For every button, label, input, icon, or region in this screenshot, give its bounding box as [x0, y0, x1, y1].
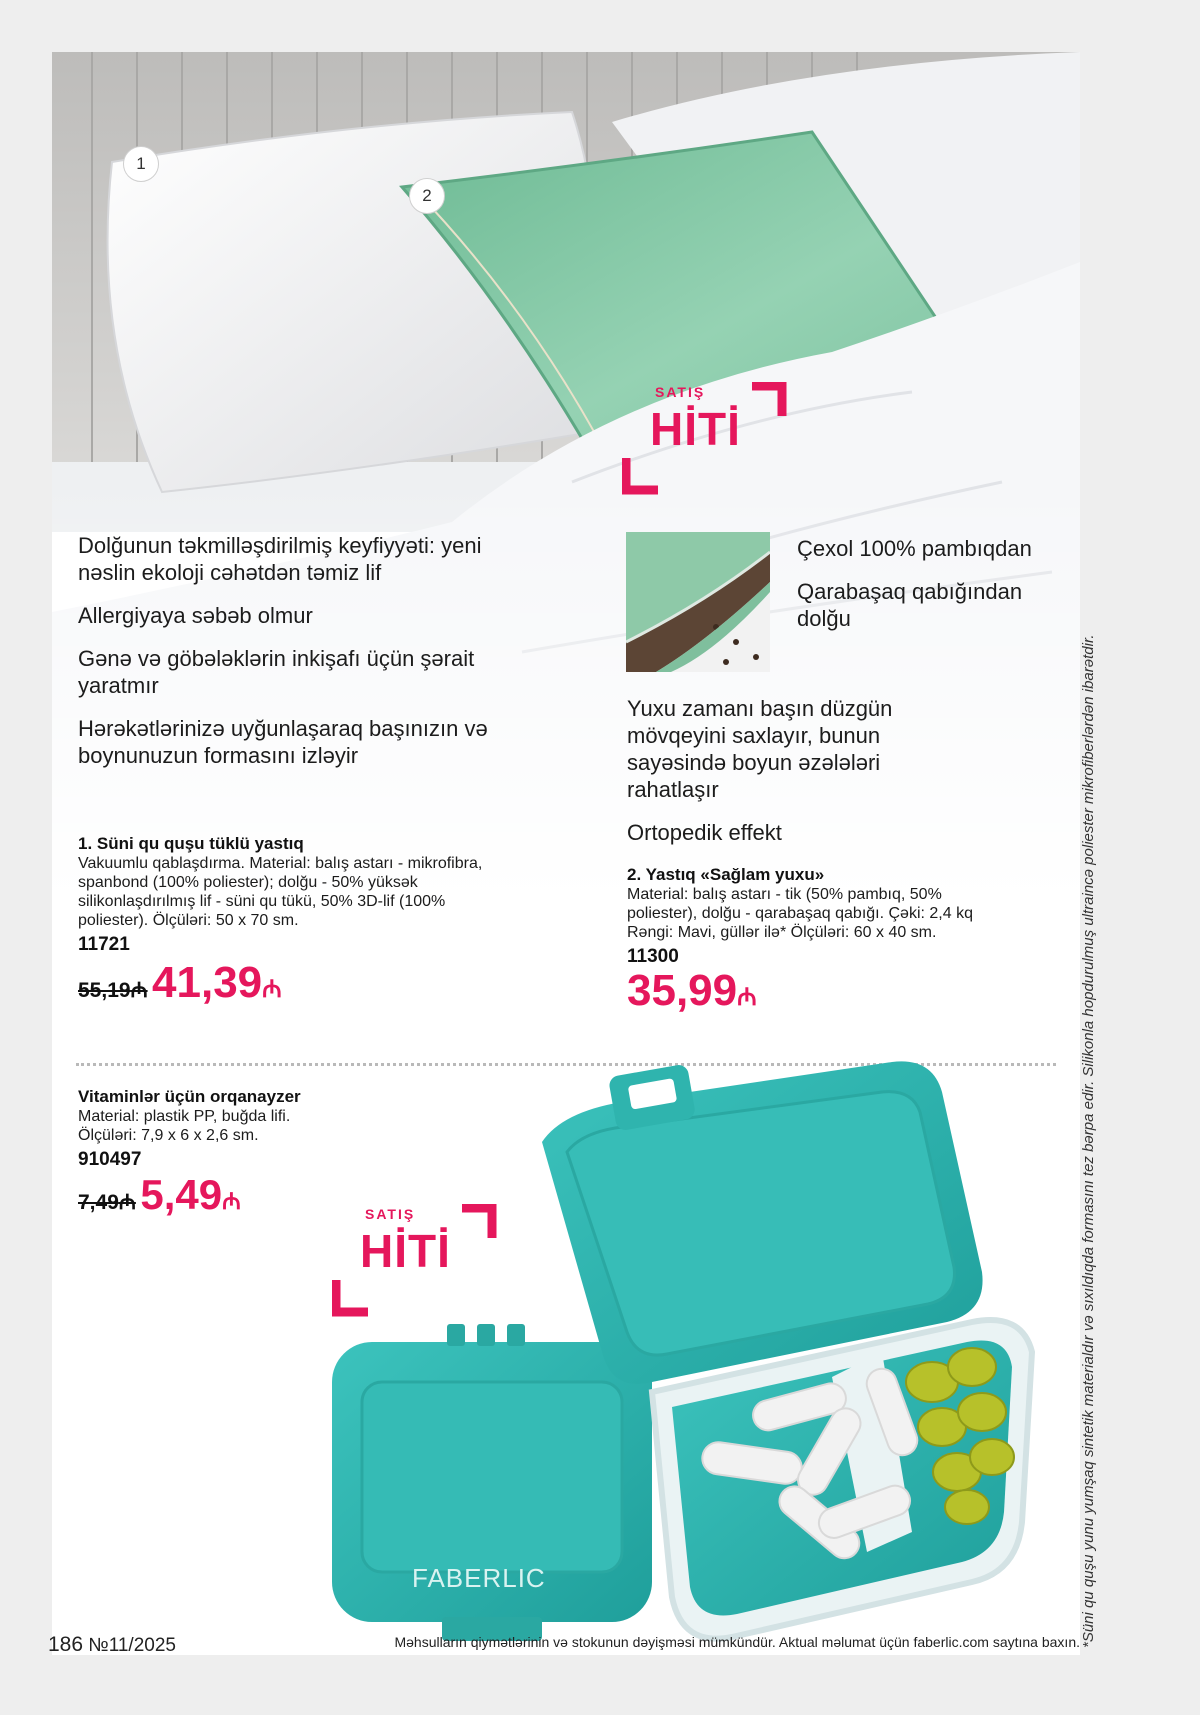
product-3-old-price [78, 1191, 136, 1214]
product-3-code: 910497 [78, 1149, 142, 1170]
product-2-description: Material: balış astarı - tik (50% pambıq, 50% poliester), dolğu - qarabaşaq qabığı. Çəki: 2,4 kq Rəngi: Mavi, güllər ilə* Ölçüləri: 60 x 40 sm. [627, 886, 973, 941]
product-3-title: Vitaminlər üçün orqanayzer [78, 1087, 301, 1106]
product-1-new-price-value: 41,39 [152, 958, 263, 1007]
buckwheat-filling-thumbnail [626, 532, 770, 672]
product-2-info [627, 865, 997, 1016]
side-footnote: *Süni qu quşu yunu yumşaq sintetik materialdır və sıxıldıqda formasını tez bərpa edir. Silikonla hopdurulmuş ultraincə poliester mikrofiberlərdən ibarətdir. [1080, 634, 1097, 1648]
catalog-page [52, 52, 1080, 1655]
product-3-price-row [78, 1171, 308, 1219]
product-1-new-price [152, 958, 282, 1007]
product-3-info [78, 1087, 308, 1219]
currency-sign: ₼ [262, 976, 282, 1003]
currency-sign: ₼ [130, 979, 148, 1002]
footer-disclaimer: Məhsulların qiymətlərinin və stokunun dəyişməsi mümkündür. Aktual məlumat üçün faberlic.com saytına baxın. [394, 1634, 1080, 1650]
currency-sign: ₼ [222, 1188, 241, 1214]
feature-orthopedic: Ortopedik effekt [627, 820, 782, 845]
feature-hypoallergenic: Allergiyaya səbəb olmur [78, 603, 313, 628]
currency-sign: ₼ [737, 984, 757, 1011]
footer-page-info [48, 1633, 176, 1657]
product-3-new-price [140, 1171, 240, 1218]
product-1-old-price-value: 55,19 [78, 979, 131, 1002]
product-1-code: 11721 [78, 934, 130, 955]
product-1-description: Vakuumlu qablaşdırma. Material: balış astarı - mikrofibra, spanbond (100% poliester); dolğu - 50% yüksək silikonlaşdırılmış lif - süni qu tükü, 50% 3D-lif (100% poliester). Ölçüləri: 50 x 70 sm. [78, 855, 483, 929]
pillow-2-material-features [797, 535, 1067, 648]
feature-cotton-cover: Çexol 100% pambıqdan [797, 536, 1032, 561]
feature-buckwheat-filling: Qarabaşaq qabığından dolğu [797, 579, 1023, 631]
product-2-new-price-value: 35,99 [627, 966, 738, 1015]
organizer-brand-logo: FABERLIC [412, 1563, 546, 1593]
product-3-new-price-value: 5,49 [140, 1171, 223, 1218]
product-3-old-price-value: 7,49 [78, 1191, 119, 1214]
feature-filling-quality: Dolğunun təkmilləşdirilmiş keyfiyyəti: yeni nəslin ekoloji cəhətdən təmiz lif [78, 533, 482, 585]
product-1-info [78, 834, 498, 1008]
pillow-2-marker: 2 [409, 178, 445, 214]
feature-anti-mite: Gənə və göbələklərin inkişafı üçün şərait yaratmır [78, 646, 475, 698]
feature-head-position: Yuxu zamanı başın düzgün mövqeyini saxlayır, bunun sayəsində boyun əzələləri rahatlaşır [627, 696, 893, 802]
feature-adapts-shape: Hərəkətlərinizə uyğunlaşaraq başınızın və boynunuzun formasını izləyir [78, 716, 488, 768]
product-3-description: Material: plastik PP, buğda lifi. Ölçüləri: 7,9 x 6 x 2,6 sm. [78, 1108, 291, 1144]
product-1-price-row [78, 958, 498, 1008]
issue-number: №11/2025 [88, 1635, 176, 1656]
product-2-title: 2. Yastıq «Sağlam yuxu» [627, 865, 825, 884]
product-2-code: 11300 [627, 946, 679, 967]
product-2-new-price [627, 966, 997, 1016]
bestseller-badge-pillow [622, 382, 792, 497]
currency-sign: ₼ [118, 1191, 136, 1214]
product-1-old-price [78, 979, 148, 1002]
vitamin-organizer-image [322, 1052, 1080, 1652]
page-number: 186 [48, 1633, 84, 1656]
badge-top-text: SATIŞ [655, 384, 706, 400]
pillow-1-features [78, 532, 518, 785]
badge-top-text: SATIŞ [365, 1206, 416, 1222]
pillow-1-marker: 1 [123, 146, 159, 182]
pillow-2-benefits [627, 695, 957, 862]
product-1-title: 1. Süni qu quşu tüklü yastıq [78, 834, 304, 853]
badge-main-text: HİTİ [360, 1225, 451, 1277]
badge-main-text: HİTİ [650, 403, 741, 455]
